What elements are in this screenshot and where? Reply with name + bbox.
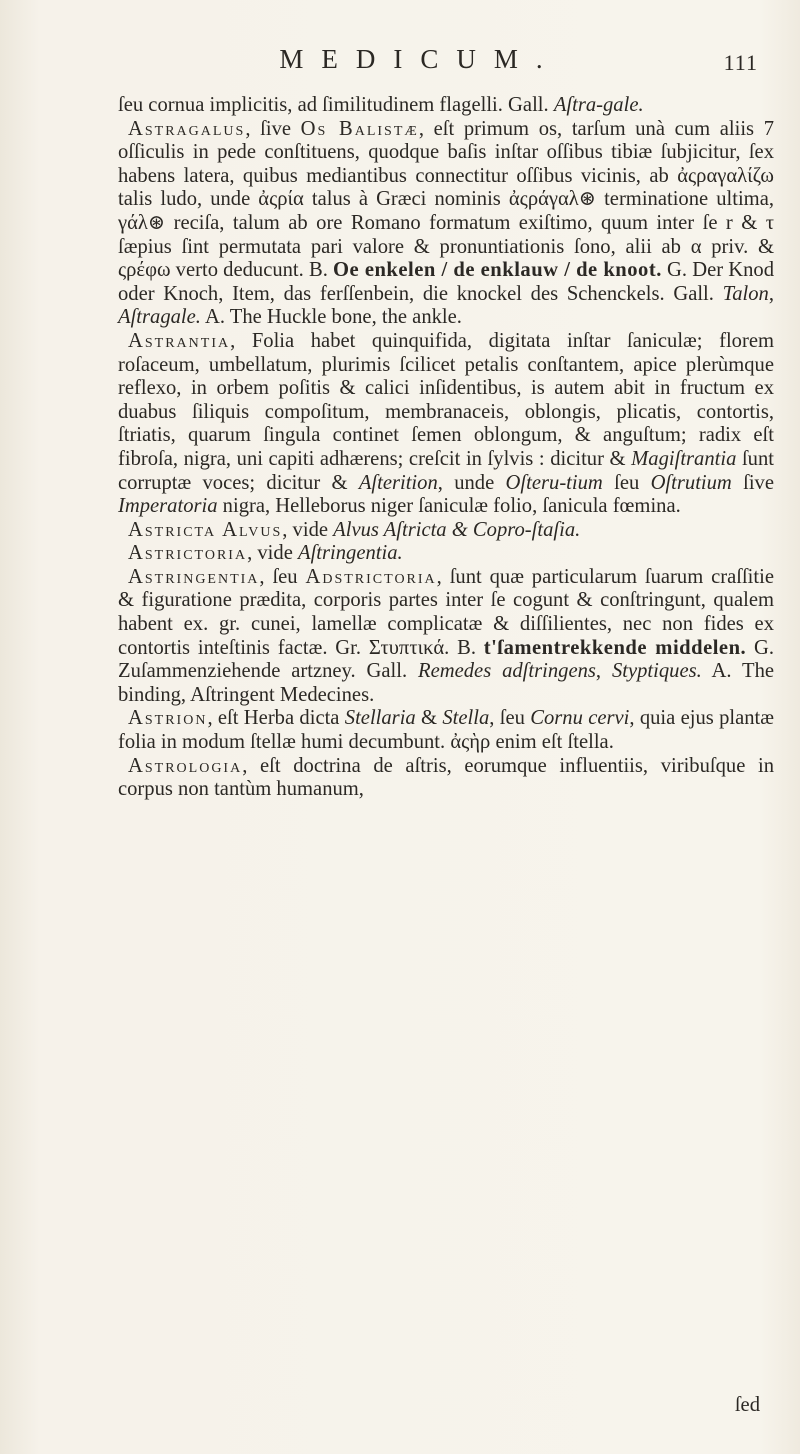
italic-term: Aſtra-gale. (553, 94, 644, 116)
running-head: MEDICUM. (279, 44, 561, 74)
vernacular-term: Oe enkelen / de enklauw / de knoot. (333, 259, 662, 282)
entry-text: , ſeu (259, 565, 306, 588)
entry-headword: Astrictoria (128, 542, 248, 565)
dictionary-entry (118, 94, 774, 118)
dictionary-entry (118, 542, 774, 566)
entry-headword: Astricta Alvus (128, 518, 283, 541)
entry-text: G. Der Knod oder Knoch, Item, das ferſſenbein, die knockel des Schenckels. Gall. (118, 259, 775, 305)
entry-text: nigra, Helleborus niger ſaniculæ folio, ſanicula fœmina. (217, 495, 681, 518)
page-number: 111 (723, 50, 758, 75)
entry-text: & (415, 707, 443, 730)
entry-text: , unde (437, 471, 506, 494)
entry-text: A. The binding, Aſtringent Medecines. (118, 660, 775, 706)
entry-text: , ſive (245, 117, 301, 140)
entry-text: ſeu cornua implicitis, ad ſimilitudinem flagelli. Gall. (118, 94, 554, 116)
dictionary-entry (118, 330, 774, 519)
entry-text: , quia ejus plantæ folia in modum ſtellæ humi decumbunt. ἀςὴρ enim eſt ſtella. (118, 707, 775, 754)
vernacular-term: t'ſamentrekkende middelen. (483, 636, 747, 659)
italic-term: Oſteru-tium (505, 471, 603, 494)
dictionary-text (118, 94, 774, 802)
italic-term: Aſterition (358, 471, 438, 494)
italic-term: Cornu cervi (530, 707, 630, 730)
entry-text: G. Zuſammenziehende artzney. Gall. (118, 636, 775, 683)
entry-headword: Astrion (128, 707, 208, 730)
entry-text: ſunt corruptæ voces; dicitur & (118, 447, 775, 494)
entry-text: , ſunt quæ particularum ſuarum craſſitie & figuratione prædita, corporis partes inter ſe cogunt & conſtringunt, qualem habent ex. gr. cunei, lamellæ complicatæ & diſſilientes, nec non fides ex contortis inteſtinis factæ. Gr. Στυπτικά. B. (118, 565, 774, 659)
italic-term: Imperatoria (118, 495, 218, 518)
entry-headword: Adstrictoria (305, 565, 437, 588)
italic-term: Magiſtrantia (631, 447, 737, 470)
entry-text: , ſeu (489, 707, 531, 730)
entry-text: ſive (731, 471, 774, 494)
italic-term: Remedes adſtringens (418, 660, 596, 683)
italic-term: Talon (722, 282, 769, 305)
italic-term: Aſtringentia. (297, 542, 403, 565)
entry-text: , eſt doctrina de aſtris, eorumque influentiis, viribuſque in corpus non tantùm humanum, (118, 754, 774, 801)
dictionary-entry (118, 707, 774, 754)
entry-text: , eſt Herba dicta (207, 707, 345, 730)
dictionary-entry (118, 755, 774, 802)
entry-text: , vide (282, 518, 334, 541)
entry-headword: Astringentia (128, 565, 260, 588)
dictionary-entry (118, 118, 774, 330)
dictionary-entry (118, 566, 774, 708)
italic-term: Stella (442, 707, 490, 730)
entry-text: , vide (247, 542, 298, 565)
entry-headword: Astrologia (128, 754, 243, 777)
entry-text: , Folia habet quinquifida, digitata inſtar ſaniculæ; florem roſaceum, umbellatum, plurimis ſcilicet petalis conſtantem, apice plerùmque reflexo, in orbem poſitis & calici inſidentibus, is autem abit in fructum ex duabus ſiliquis compoſitum, membranaceis, oblongis, plicatis, contortis, ſtriatis, quarum ſingula continet ſemen oblongum, & anguſtum; radix eſt fibroſa, nigra, uni capiti adhærens; creſcit in ſylvis : dicitur & (118, 329, 774, 470)
entry-text: , eſt primum os, tarſum unà cum aliis 7 oſſiculis in pede conſtituens, quodque baſis inſtar oſſibus tibiæ ſubjicitur, ſex habens latera, quibus mediantibus connectitur oſſibus vicinis, ab ἀςραγαλίζω talis ludo, unde ἀςρία talus à Græci nominis ἀςράγαλ⊛ terminatione ultima, γάλ⊛ reciſa, talum ab ore Romano formatum exiſtimo, quum inter ſe r & τ ſæpius ſint permutata pari valore & pronuntiationis ſono, alii ab α priv. & ςρέφω verto deducunt. B. (118, 117, 775, 282)
entry-text: , (595, 660, 612, 683)
catchword: ſed (734, 1394, 760, 1416)
italic-term: Alvus Aſtricta & Copro-ſtaſia. (333, 518, 581, 541)
page-header (0, 44, 800, 84)
italic-term: Styptiques. (611, 660, 702, 683)
entry-headword: Astrantia (128, 329, 231, 352)
dictionary-entry (118, 519, 774, 543)
entry-headword: Astragalus (128, 117, 246, 140)
italic-term: Stellaria (344, 707, 416, 730)
italic-term: Oſtrutium (650, 471, 732, 494)
entry-headword: Os Balistæ (300, 117, 419, 140)
entry-text: , (768, 282, 774, 305)
entry-text: A. The Huckle bone, the ankle. (200, 306, 462, 329)
italic-term: Aſtragale. (118, 306, 201, 329)
entry-text: ſeu (602, 471, 651, 494)
